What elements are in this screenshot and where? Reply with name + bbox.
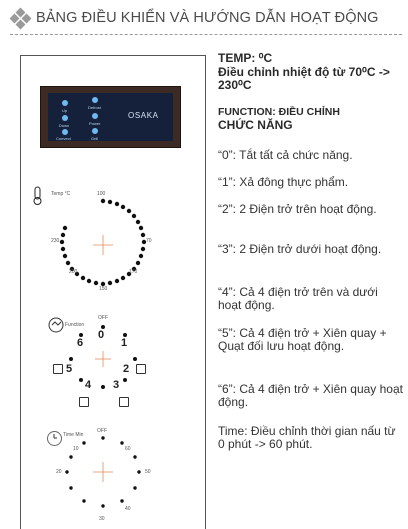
function-off-label: OFF [98, 315, 108, 321]
function-item-0: “0”: Tắt tất cả chức năng. [218, 148, 353, 162]
timer-knob-label: Time Min [63, 432, 84, 438]
function-knob [21, 311, 205, 416]
timer-tick-10: 10 [73, 446, 79, 452]
function-number-2: 2 [123, 363, 130, 375]
function-item-3: “3”: 2 Điện trở dưới hoạt động. [218, 242, 382, 256]
power-led-icon [92, 113, 98, 119]
temp-tick-170: 170 [129, 269, 138, 275]
power-label: Power [89, 121, 101, 126]
temp-description: Điều chỉnh nhiệt độ từ 70⁰C -> 230⁰C [218, 65, 390, 92]
grill-label: Grill [91, 136, 99, 141]
function-title: FUNCTION: ĐIỀU CHỈNH [218, 106, 340, 118]
section-title: BẢNG ĐIỀU KHIỂN VÀ HƯỚNG DẪN HOẠT ĐỘNG [36, 10, 379, 26]
function-subtitle: CHỨC NĂNG [218, 118, 293, 132]
convect-led-icon [62, 129, 68, 135]
diamond-cluster-icon [10, 8, 30, 28]
down-label: Down [59, 123, 70, 128]
temp-tick-70: 70 [146, 238, 152, 244]
function-number-3: 3 [113, 379, 120, 391]
timer-tick-50: 50 [145, 469, 151, 475]
timer-tick-30: 30 [99, 516, 105, 522]
function-item-1: “1”: Xả đông thực phẩm. [218, 175, 349, 189]
temp-tick-200: 200 [69, 269, 78, 275]
temp-tick-150: 150 [99, 286, 108, 292]
function-number-1: 1 [121, 337, 128, 349]
brand-logo: OSAKA [128, 111, 159, 120]
function-number-0: 0 [98, 329, 105, 341]
up-led-icon [62, 100, 68, 106]
bottom-heater-icon [119, 397, 129, 407]
timer-tick-40: 40 [125, 506, 131, 512]
function-item-2: “2”: 2 Điện trở trên hoạt động. [218, 202, 377, 216]
section-header [10, 7, 379, 29]
convection-mode-icon [53, 364, 63, 374]
function-item-5: “5”: Cả 4 điện trở + Xiên quay + Quạt đối lưu hoạt động. [218, 326, 387, 353]
temperature-dial-icon [21, 176, 205, 301]
timer-knob [21, 424, 205, 529]
function-number-4: 4 [85, 379, 92, 391]
timer-tick-20: 20 [56, 469, 62, 475]
all-heaters-icon [79, 397, 89, 407]
function-number-6: 6 [77, 337, 84, 349]
grill-led-icon [92, 128, 98, 134]
temp-tick-100: 100 [97, 191, 106, 197]
down-led-icon [62, 115, 68, 121]
defrost-led-icon [92, 97, 98, 103]
function-dial-icon [21, 311, 205, 416]
control-panel [20, 55, 206, 529]
timer-tick-60: 60 [125, 446, 131, 452]
function-item-4: “4”: Cả 4 điện trở trên và dưới hoạt động. [218, 285, 378, 312]
temp-title: TEMP: ⁰C [218, 51, 273, 65]
digital-display [40, 86, 181, 148]
temp-knob-label: Temp °C [51, 191, 71, 197]
display-screen [48, 93, 173, 141]
header-divider [10, 34, 402, 35]
defrost-label: Defrost [88, 105, 101, 110]
temp-tick-230: 230 [51, 238, 60, 244]
function-number-5: 5 [66, 363, 73, 375]
timer-tick-off: OFF [97, 428, 107, 434]
up-label: Up [62, 108, 68, 113]
function-knob-label: Function [65, 322, 85, 328]
top-heater-icon [136, 364, 146, 374]
timer-dial-icon [21, 424, 205, 529]
temperature-knob [21, 176, 205, 301]
time-description: Time: Điều chỉnh thời gian nấu từ 0 phút -> 60 phút. [218, 424, 396, 451]
convect-label: Convect [56, 136, 71, 141]
function-item-6: “6”: Cả 4 điện trở + Xiên quay hoạt động. [218, 382, 403, 409]
